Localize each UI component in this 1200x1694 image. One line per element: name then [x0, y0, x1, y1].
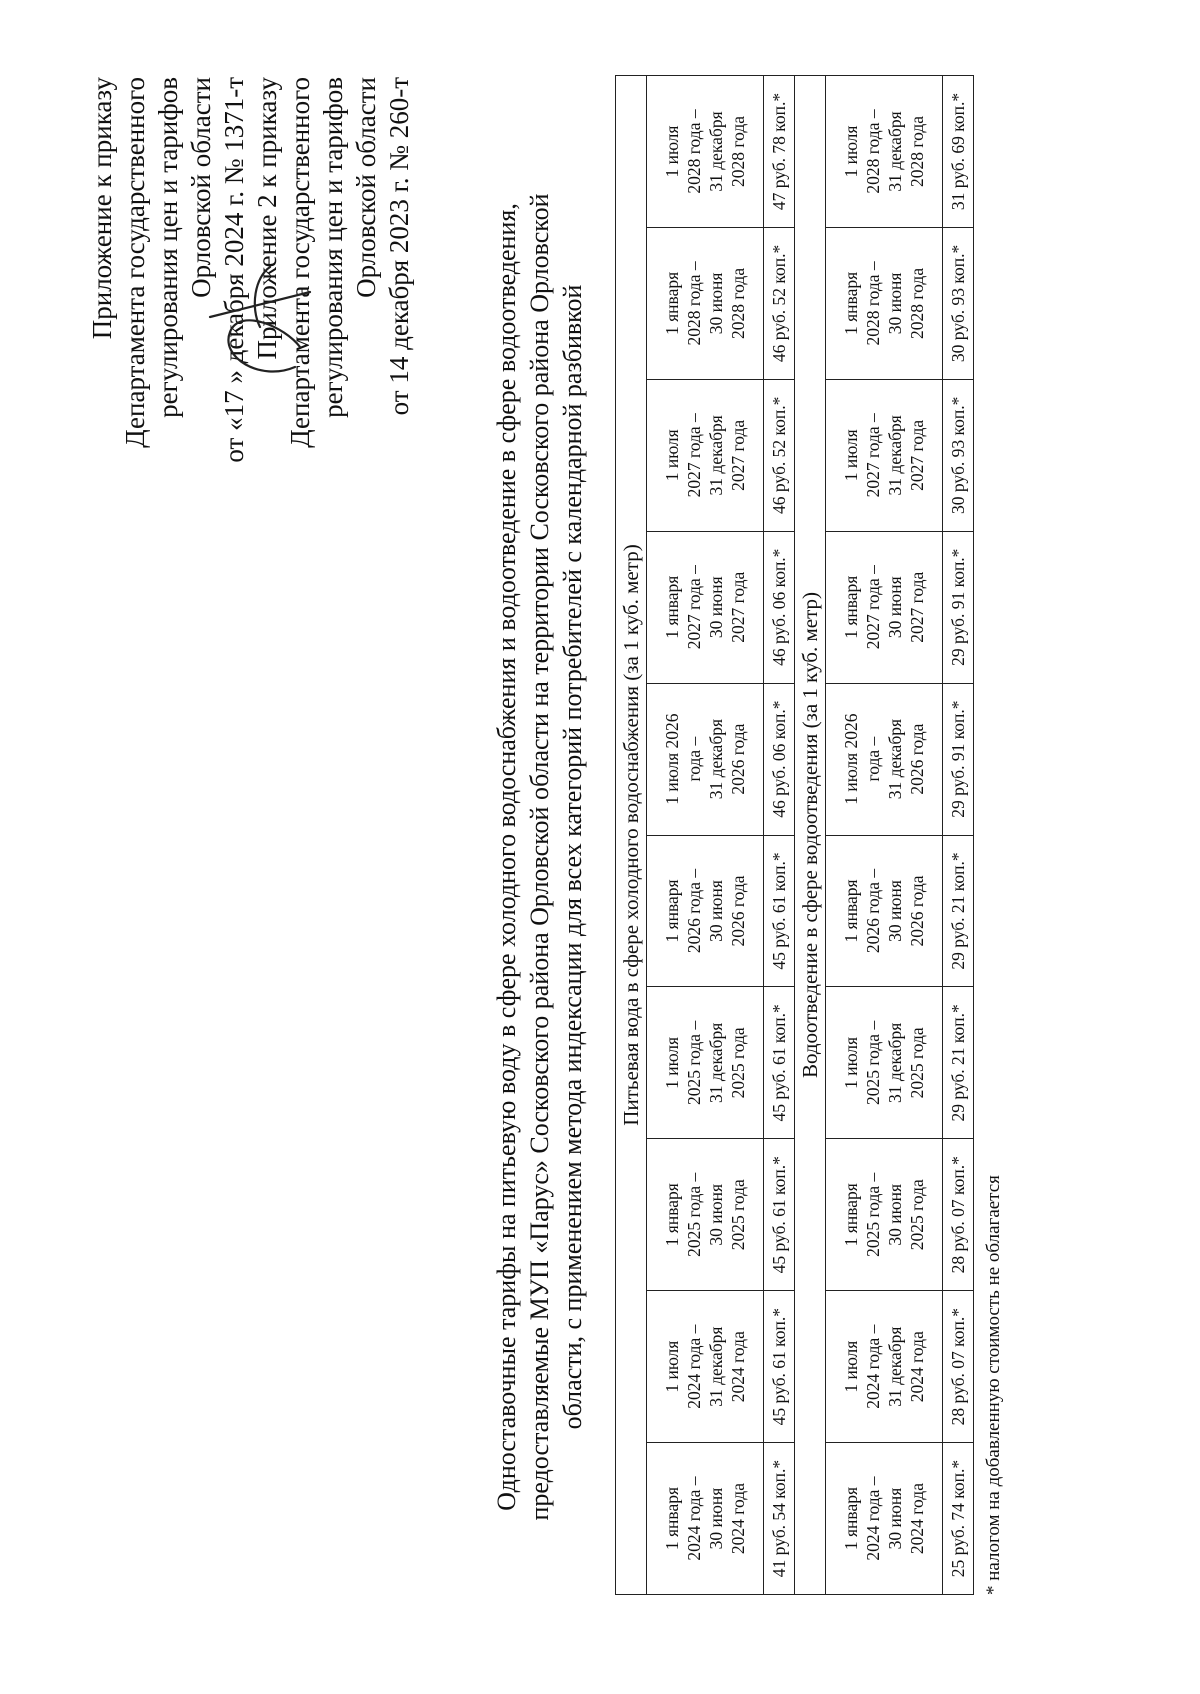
tariff-table-wrapper: [615, 75, 974, 1595]
period-line: 1 июля: [662, 1036, 682, 1089]
tariff-value-cell: 29 руб. 21 коп.*: [943, 835, 974, 987]
period-cell: [647, 1291, 764, 1443]
period-line: 2028 года –: [684, 109, 704, 194]
tariff-value-cell: 45 руб. 61 коп.*: [764, 987, 795, 1139]
period-cell: [647, 1139, 764, 1291]
period-cell: [647, 683, 764, 835]
period-line: 2026 года: [728, 723, 748, 795]
tariff-value-cell: 30 руб. 93 коп.*: [943, 379, 974, 531]
period-line: 1 января: [841, 271, 861, 335]
period-line: 2027 года –: [863, 413, 883, 498]
period-line: года –: [684, 736, 704, 782]
period-line: 2027 года –: [684, 413, 704, 498]
document-title: [490, 157, 589, 1557]
tariff-value-row: [943, 76, 974, 1595]
period-line: 2025 года –: [684, 1020, 704, 1105]
period-line: 2026 года –: [684, 868, 704, 954]
period-line: 2025 года: [907, 1027, 927, 1099]
period-line: 2028 года: [907, 267, 927, 339]
period-cell: [647, 76, 764, 228]
tariff-table-body: [616, 76, 974, 1595]
period-line: 31 декабря: [706, 1326, 726, 1407]
period-line: 2027 года: [907, 419, 927, 491]
period-line: 2028 года: [907, 115, 927, 188]
period-row: [826, 76, 943, 1595]
period-cell: [826, 531, 943, 683]
period-line: 2028 года –: [863, 109, 883, 194]
tariff-value-cell: 30 руб. 93 коп.*: [943, 227, 974, 379]
period-line: 1 января: [662, 879, 682, 943]
tariff-value-cell: 46 руб. 06 коп.*: [764, 531, 795, 683]
tariff-value-cell: 45 руб. 61 коп.*: [764, 835, 795, 987]
period-line: 31 декабря: [706, 1022, 726, 1104]
period-line: 1 июля: [841, 1340, 861, 1393]
period-line: 2024 года: [907, 1331, 927, 1403]
period-line: 1 июля: [662, 1340, 682, 1393]
period-line: 2027 года –: [863, 565, 883, 650]
period-cell: [647, 987, 764, 1139]
header-line: Департамента государственного: [120, 77, 150, 448]
period-line: 2026 года: [907, 875, 927, 947]
header-line: Приложение к приказу: [87, 77, 117, 340]
tariff-value-cell: 45 руб. 61 коп.*: [764, 1291, 795, 1443]
period-line: 2024 года: [728, 1483, 748, 1555]
period-cell: [826, 835, 943, 987]
period-line: 2024 года: [907, 1483, 927, 1555]
period-line: 2025 года –: [684, 1172, 704, 1257]
period-cell: [647, 379, 764, 531]
tariff-value-cell: 28 руб. 07 коп.*: [943, 1139, 974, 1291]
tariff-value-cell: 47 руб. 78 коп.*: [764, 76, 795, 228]
period-line: 1 июля 2026: [841, 713, 861, 805]
period-line: 1 июля 2026: [662, 713, 682, 805]
tariff-value-cell: 41 руб. 54 коп.*: [764, 1443, 795, 1595]
period-line: 30 июня: [885, 576, 905, 639]
period-line: 30 июня: [885, 272, 905, 335]
period-line: 1 января: [841, 575, 861, 639]
title-line: области, с применением метода индексации для всех категорий потребителей с календарной разбивкой: [558, 284, 587, 1430]
header-line: Орловской области: [351, 77, 381, 298]
period-line: 2024 года: [728, 1331, 748, 1403]
period-line: 1 июля: [841, 125, 861, 178]
period-cell: [826, 683, 943, 835]
tariff-value-cell: 45 руб. 61 коп.*: [764, 1139, 795, 1291]
period-line: 2026 года: [728, 875, 748, 947]
tariff-value-row: [764, 76, 795, 1595]
period-line: 2028 года: [728, 267, 748, 339]
handwritten-signature: [200, 257, 320, 387]
header-line: от 14 декабря 2023 г. № 260-т: [384, 77, 414, 416]
period-cell: [826, 227, 943, 379]
period-cell: [826, 1291, 943, 1443]
period-line: 2028 года –: [684, 261, 704, 346]
period-line: 2025 года –: [863, 1020, 883, 1105]
tariff-value-cell: 29 руб. 91 коп.*: [943, 683, 974, 835]
period-line: 31 декабря: [706, 718, 726, 800]
period-line: 2028 года: [728, 115, 748, 188]
period-line: 2025 года: [728, 1179, 748, 1251]
tariff-table: [615, 75, 974, 1595]
tariff-value-cell: 29 руб. 21 коп.*: [943, 987, 974, 1139]
period-line: 2027 года –: [684, 565, 704, 650]
period-line: 30 июня: [706, 1487, 726, 1550]
period-line: 30 июня: [885, 1183, 905, 1246]
period-line: 30 июня: [706, 576, 726, 639]
period-cell: [647, 835, 764, 987]
period-cell: [647, 531, 764, 683]
period-line: 31 декабря: [885, 1326, 905, 1407]
period-cell: [826, 1139, 943, 1291]
section-title-row: [795, 76, 826, 1595]
period-line: 31 декабря: [885, 111, 905, 192]
period-cell: [826, 1443, 943, 1595]
period-line: 30 июня: [706, 880, 726, 942]
period-line: 31 декабря: [885, 718, 905, 800]
header-line: регулирования цен и тарифов: [318, 77, 348, 418]
period-line: 1 января: [662, 1486, 682, 1551]
section-title: Питьевая вода в сфере холодного водоснабжения (за 1 куб. метр): [616, 76, 647, 1595]
tariff-value-cell: 46 руб. 52 коп.*: [764, 379, 795, 531]
footnote: * налогом на добавленную стоимость не облагается: [983, 1175, 1004, 1595]
rotated-page: [50, 37, 1150, 1657]
period-line: 1 января: [662, 1183, 682, 1247]
period-line: 30 июня: [706, 1183, 726, 1246]
header-line: регулирования цен и тарифов: [153, 77, 183, 418]
period-line: 2028 года –: [863, 261, 883, 346]
period-line: 2026 года: [907, 723, 927, 795]
period-cell: [647, 1443, 764, 1595]
tariff-value-cell: 46 руб. 52 коп.*: [764, 227, 795, 379]
period-line: 2025 года –: [863, 1172, 883, 1257]
period-line: 30 июня: [706, 272, 726, 335]
period-line: 31 декабря: [885, 415, 905, 496]
period-line: 1 января: [841, 1183, 861, 1247]
period-line: 1 января: [841, 1486, 861, 1551]
section-title-row: [616, 76, 647, 1595]
period-cell: [826, 76, 943, 228]
period-line: года –: [863, 736, 883, 782]
period-line: 1 июля: [841, 429, 861, 482]
period-line: 2024 года –: [863, 1324, 883, 1409]
header-line: Приложение 2 к приказу: [252, 77, 282, 360]
period-cell: [826, 379, 943, 531]
tariff-value-cell: 31 руб. 69 коп.*: [943, 76, 974, 228]
period-line: 1 июля: [662, 429, 682, 482]
period-line: 2024 года –: [863, 1476, 883, 1561]
period-line: 2027 года: [728, 571, 748, 643]
tariff-value-cell: 46 руб. 06 коп.*: [764, 683, 795, 835]
tariff-value-cell: 29 руб. 91 коп.*: [943, 531, 974, 683]
period-line: 30 июня: [885, 1487, 905, 1550]
period-line: 31 декабря: [706, 415, 726, 496]
period-line: 2026 года –: [863, 868, 883, 954]
header-line: Департамента государственного: [285, 77, 315, 448]
title-line: предоставляемые МУП «Парус» Сосковского района Орловской области на территории Сосковского района Орловской: [525, 193, 554, 1521]
period-line: 2024 года –: [684, 1476, 704, 1561]
period-line: 1 января: [841, 879, 861, 943]
period-line: 1 января: [662, 575, 682, 639]
header-order-date: от «17 » декабря 2024 г. № 1371-т: [219, 77, 249, 463]
period-line: 2024 года –: [684, 1324, 704, 1409]
tariff-value-cell: 28 руб. 07 коп.*: [943, 1291, 974, 1443]
period-line: 2025 года: [907, 1179, 927, 1251]
period-line: 31 декабря: [885, 1022, 905, 1104]
period-line: 1 июля: [662, 125, 682, 178]
period-cell: [647, 227, 764, 379]
title-line: Одноставочные тарифы на питьевую воду в сфере холодного водоснабжения и водоотведение в сфере водоотведения,: [492, 203, 521, 1511]
period-cell: [826, 987, 943, 1139]
section-title: Водоотведение в сфере водоотведения (за 1 куб. метр): [795, 76, 826, 1595]
period-line: 31 декабря: [706, 111, 726, 192]
tariff-value-cell: 25 руб. 74 коп.*: [943, 1443, 974, 1595]
period-line: 30 июня: [885, 880, 905, 942]
period-line: 1 января: [662, 271, 682, 335]
header-line: Орловской области: [186, 77, 216, 298]
period-line: 1 июля: [841, 1036, 861, 1089]
period-line: 2027 года: [907, 571, 927, 643]
period-row: [647, 76, 764, 1595]
period-line: 2027 года: [728, 419, 748, 491]
period-line: 2025 года: [728, 1027, 748, 1099]
